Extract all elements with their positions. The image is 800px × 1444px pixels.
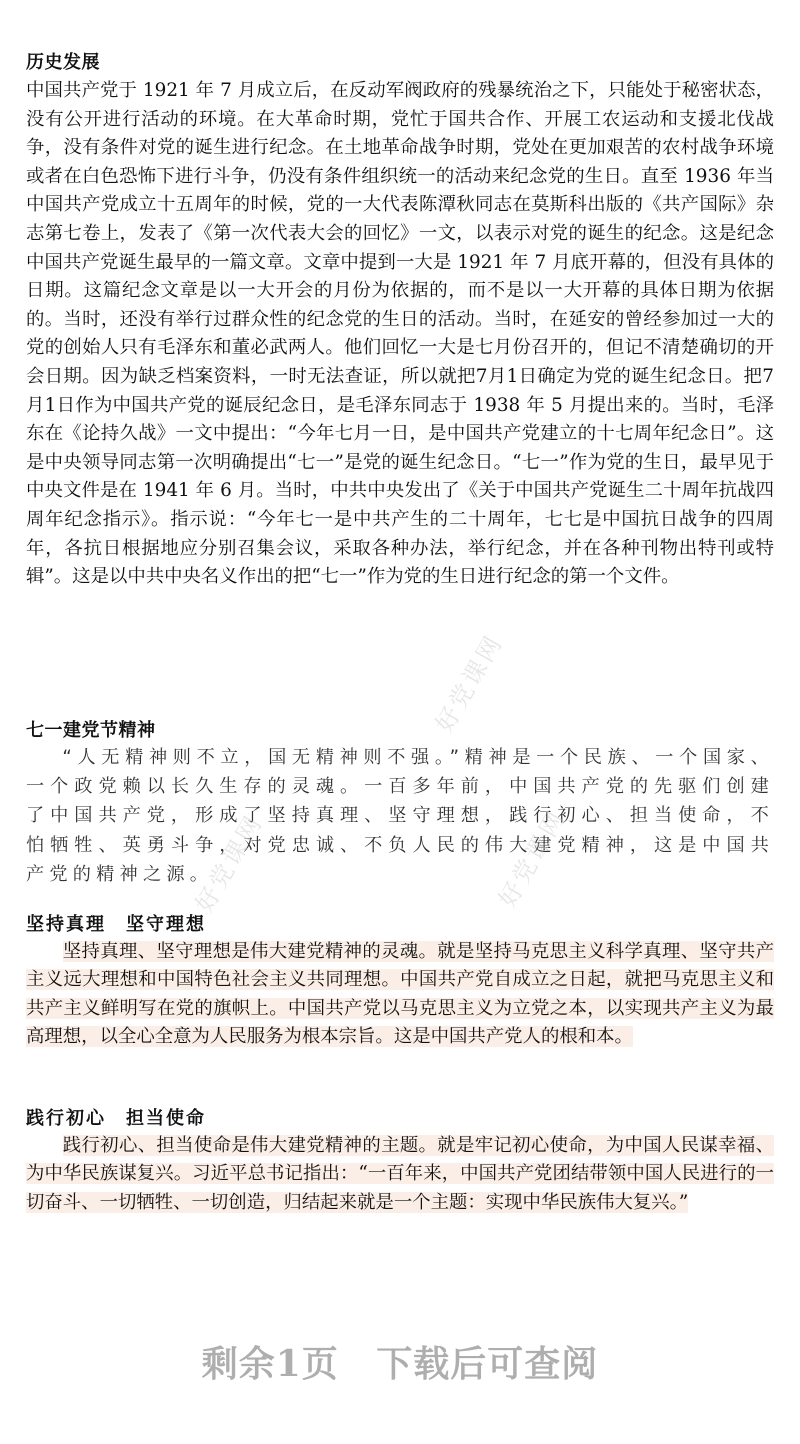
- truth-heading: 坚持真理 坚守理想: [26, 914, 206, 935]
- remaining-pages-label: 剩余1页: [201, 1343, 339, 1385]
- spirit-heading: 七一建党节精神: [26, 720, 156, 741]
- mission-heading: 践行初心 担当使命: [26, 1108, 206, 1129]
- spirit-body: “人无精神则不立，国无精神则不强。”精神是一个民族、一个国家、一个政党赖以长久生存的灵魂。一百多年前，中国共产党的先驱们创建了中国共产党，形成了坚持真理、坚守理想，践行初心、担当使命，不怕牺牲、英勇斗争，对党忠诚、不负人民的伟大建党精神，这是中国共产党的精神之源。: [26, 747, 774, 885]
- mission-body: [26, 1132, 774, 1217]
- download-prompt[interactable]: [0, 1340, 800, 1388]
- watermark-text: 好党课网: [493, 804, 572, 912]
- watermark-text: 好党课网: [190, 809, 269, 917]
- history-heading: 历史发展: [26, 52, 100, 73]
- watermark-text: 好党课网: [430, 629, 509, 737]
- mission-body-text: 践行初心、担当使命是伟大建党精神的主题。就是牢记初心使命，为中国人民谋幸福、为中华民族谋复兴。习近平总书记指出：“一百年来，中国共产党团结带领中国人民进行的一切奋斗、一切牺牲、一切创造，归结起来就是一个主题：实现中华民族伟大复兴。”: [26, 1135, 774, 1213]
- download-to-view-label: 下载后可查阅: [376, 1343, 599, 1385]
- truth-body-text: 坚持真理、坚守理想是伟大建党精神的灵魂。就是坚持马克思主义科学真理、坚守共产主义远大理想和中国特色社会主义共同理想。中国共产党自成立之日起，就把马克思主义和共产主义鲜明写在党的旗帜上。中国共产党以马克思主义为立党之本，以实现共产主义为最高理想，以全心全意为人民服务为根本宗旨。这是中国共产党人的根和本。: [26, 941, 774, 1048]
- history-body: 中国共产党于 1921 年 7 月成立后，在反动军阀政府的残暴统治之下，只能处于秘密状态，没有公开进行活动的环境。在大革命时期，党忙于国共合作、开展工农运动和支援北伐战争，没有条件对党的诞生进行纪念。在土地革命战争时期，党处在更加艰苦的农村战争环境或者在白色恐怖下进行斗争，仍没有条件组织统一的活动来纪念党的生日。直至 1936 年当中国共产党成立十五周年的时候，党的一大代表陈潭秋同志在莫斯科出版的《共产国际》杂志第七卷上，发表了《第一次代表大会的回忆》一文，以表示对党的诞生的纪念。这是纪念中国共产党诞生最早的一篇文章。文章中提到一大是 1921 年 7 月底开幕的，但没有具体的日期。这篇纪念文章是以一大开会的月份为依据的，而不是以一大开幕的具体日期为依据的。当时，还没有举行过群众性的纪念党的生日的活动。当时，在延安的曾经参加过一大的党的创始人只有毛泽东和董必武两人。他们回忆一大是七月份召开的，但记不清楚确切的开会日期。因为缺乏档案资料，一时无法查证，所以就把7月1日确定为党的诞生纪念日。把7月1日作为中国共产党的诞辰纪念日，是毛泽东同志于 1938 年 5 月提出来的。当时，毛泽东在《论持久战》一文中提出：“今年七月一日，是中国共产党建立的十七周年纪念日”。这是中央领导同志第一次明确提出“七一”是党的诞生纪念日。“七一”作为党的生日，最早见于中央文件是在 1941 年 6 月。当时，中共中央发出了《关于中国共产党诞生二十周年抗战四周年纪念指示》。指示说：“今年七一是中共产生的二十周年，七七是中国抗日战争的四周年，各抗日根据地应分别召集会议，采取各种办法，举行纪念，并在各种刊物出特刊或特辑”。这是以中共中央名义作出的把“七一”作为党的生日进行纪念的第一个文件。: [26, 80, 774, 588]
- truth-body: [26, 938, 774, 1052]
